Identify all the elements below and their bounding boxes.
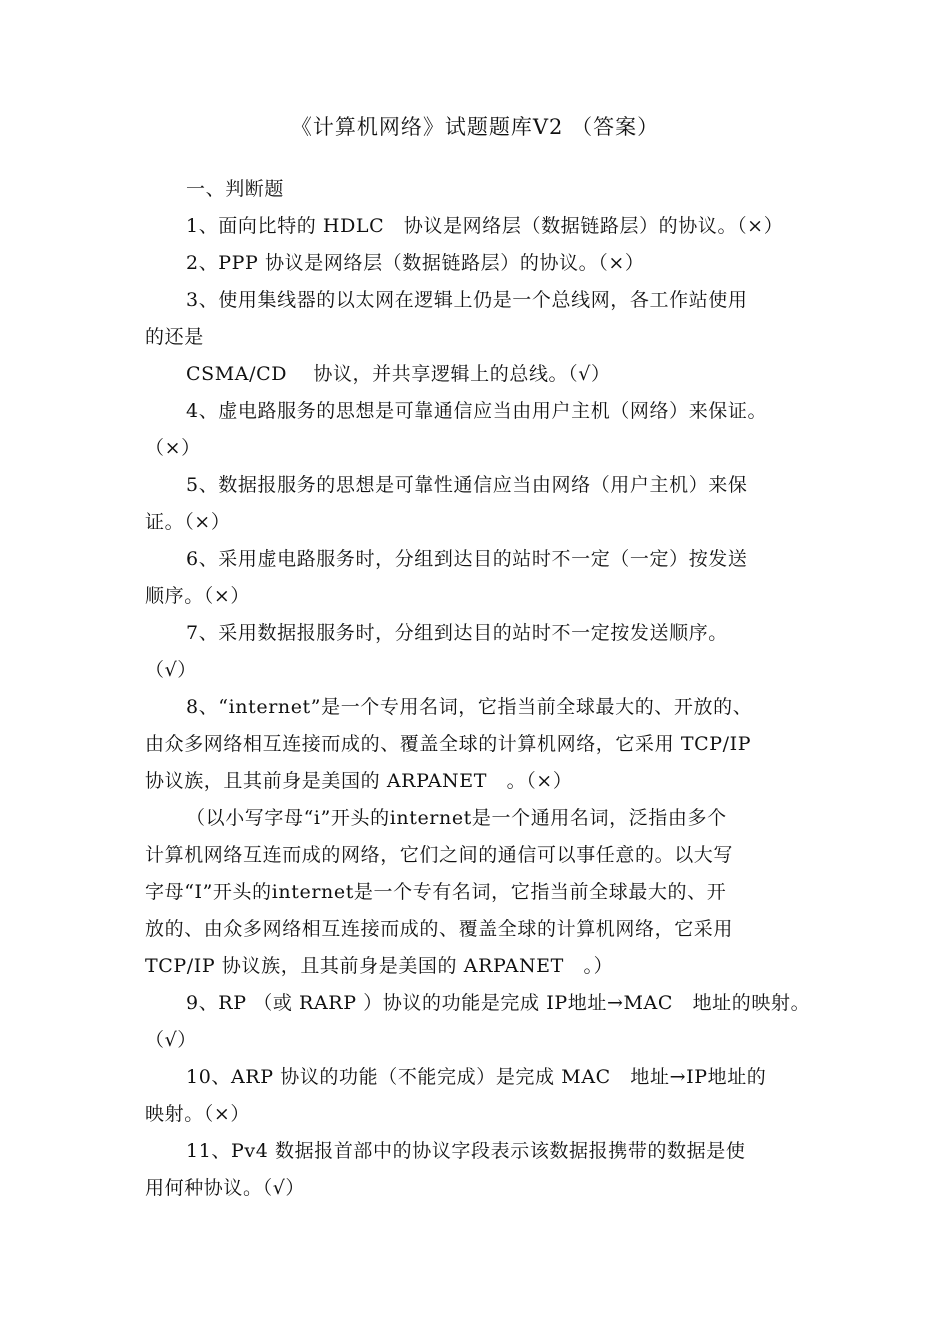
question-line: CSMA/CD 协议，并共享逻辑上的总线。（√） <box>186 363 611 385</box>
note-line: TCP/IP 协议族，且其前身是美国的 ARPANET 。） <box>145 955 614 977</box>
section-heading: 一、判断题 <box>186 178 285 200</box>
question-line: 证。（×） <box>145 511 231 533</box>
question-line: （×） <box>145 437 201 459</box>
note-line: 字母“I”开头的internet是一个专有名词，它指当前全球最大的、开 <box>145 881 727 903</box>
question-line: 顺序。（×） <box>145 585 251 607</box>
note-line: 放的、由众多网络相互连接而成的、覆盖全球的计算机网络，它采用 <box>145 918 734 940</box>
question-line: 用何种协议。（√） <box>145 1177 306 1199</box>
question-line: 由众多网络相互连接而成的、覆盖全球的计算机网络，它采用 TCP/IP <box>145 733 752 755</box>
question-line: 1、面向比特的 HDLC 协议是网络层（数据链路层）的协议。（×） <box>186 215 784 237</box>
question-line: 2、PPP 协议是网络层（数据链路层）的协议。（×） <box>186 252 645 274</box>
note-line: （以小写字母“i”开头的internet是一个通用名词，泛指由多个 <box>186 807 727 829</box>
question-line: 7、采用数据报服务时，分组到达目的站时不一定按发送顺序。 <box>186 622 728 644</box>
question-line: 5、数据报服务的思想是可靠性通信应当由网络（用户主机）来保 <box>186 474 748 496</box>
question-line: 3、使用集线器的以太网在逻辑上仍是一个总线网，各工作站使用 <box>186 289 748 311</box>
question-line: 11、Pv4 数据报首部中的协议字段表示该数据报携带的数据是使 <box>186 1140 746 1162</box>
question-line: 4、虚电路服务的思想是可靠通信应当由用户主机（网络）来保证。 <box>186 400 768 422</box>
question-line: 8、“internet”是一个专用名词，它指当前全球最大的、开放的、 <box>186 696 753 718</box>
question-line: 9、RP （或 RARP ）协议的功能是完成 IP地址→MAC 地址的映射。 <box>186 992 811 1014</box>
question-line: 协议族，且其前身是美国的 ARPANET 。（×） <box>145 770 573 792</box>
question-line: 映射。（×） <box>145 1103 251 1125</box>
question-line: （√） <box>145 659 197 681</box>
document-title: 《计算机网络》试题题库V2 （答案） <box>290 115 660 139</box>
question-line: 6、采用虚电路服务时，分组到达目的站时不一定（一定）按发送 <box>186 548 748 570</box>
note-line: 计算机网络互连而成的网络，它们之间的通信可以事任意的。以大写 <box>145 844 734 866</box>
question-line: 10、ARP 协议的功能（不能完成）是完成 MAC 地址→IP地址的 <box>186 1066 767 1088</box>
question-line: 的还是 <box>145 326 204 348</box>
question-line: （√） <box>145 1029 197 1051</box>
